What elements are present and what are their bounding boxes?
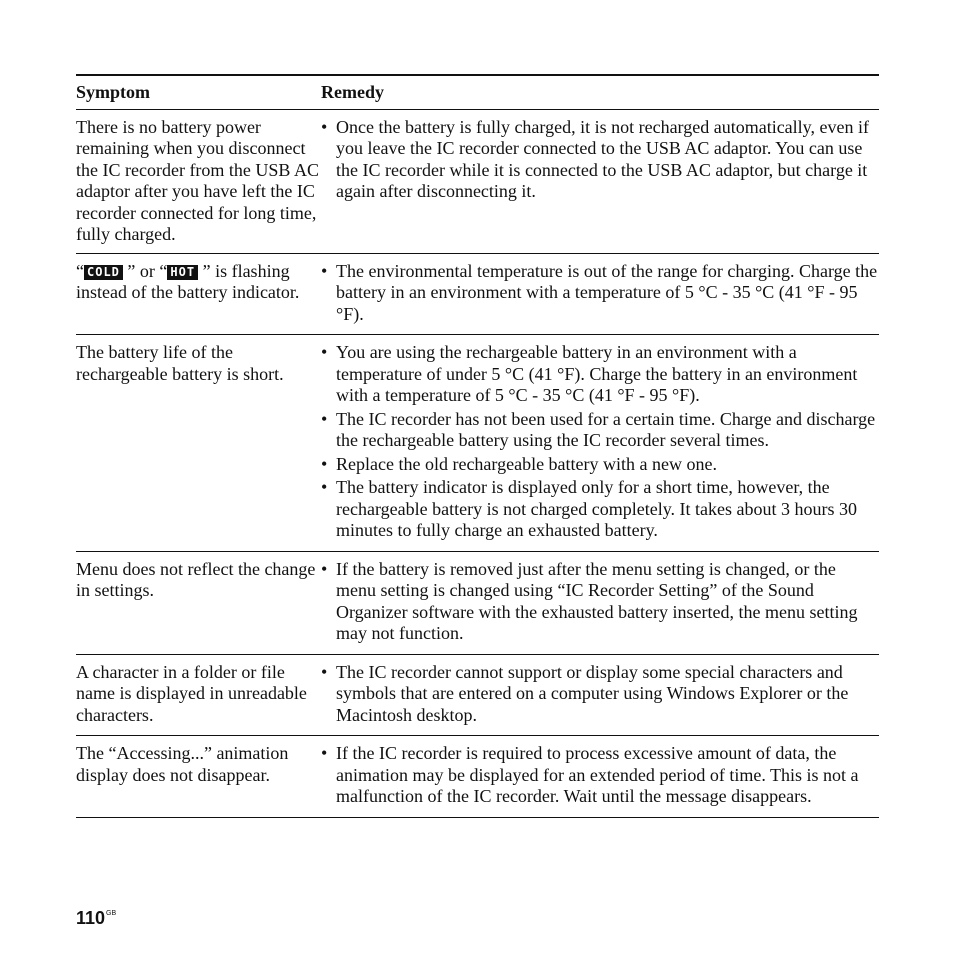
- table-row: [76, 736, 879, 818]
- table-row: [76, 655, 879, 737]
- remedy-item: • If the IC recorder is required to process excessive amount of data, the animation may be displayed for an extended period of time. This is not a malfunction of the IC recorder. Wait until the message disappears.: [321, 743, 879, 808]
- table-header-row: [76, 76, 879, 110]
- remedy-cell: [321, 342, 879, 544]
- symptom-cell: The “Accessing...” animation display does not disappear.: [76, 743, 289, 785]
- remedy-cell: [321, 662, 879, 729]
- remedy-item: • The IC recorder cannot support or display some special characters and symbols that are entered on a computer using Windows Explorer or the Macintosh desktop.: [321, 662, 879, 727]
- remedy-list: [321, 559, 879, 645]
- remedy-item: • Once the battery is fully charged, it is not recharged automatically, even if you leave the IC recorder connected to the USB AC adaptor. You can use the IC recorder while it is connected to the USB AC adaptor, but charge it again after disconnecting it.: [321, 117, 879, 203]
- remedy-cell: [321, 261, 879, 328]
- remedy-list: [321, 117, 879, 203]
- symptom-column-header: Symptom: [76, 82, 151, 102]
- remedy-list: [321, 662, 879, 727]
- symptom-cell: The battery life of the rechargeable battery is short.: [76, 342, 284, 384]
- table-row: [76, 552, 879, 655]
- symptom-cell: Menu does not reflect the change in settings.: [76, 558, 316, 600]
- table-row: [76, 110, 879, 254]
- remedy-column-header: Remedy: [321, 82, 384, 102]
- remedy-item: • The IC recorder has not been used for a certain time. Charge and discharge the rechargeable battery using the IC recorder several times.: [321, 409, 879, 452]
- remedy-item: • If the battery is removed just after the menu setting is changed, or the menu setting is changed using “IC Recorder Setting” of the Sound Organizer software with the exhausted battery inserted, the menu setting may not function.: [321, 559, 879, 645]
- hot-display-icon: HOT: [167, 265, 198, 280]
- page-number: [76, 908, 116, 929]
- remedy-list: [321, 743, 879, 808]
- remedy-cell: [321, 117, 879, 246]
- symptom-cell: There is no battery power remaining when you disconnect the IC recorder from the USB AC adaptor after you have left the IC recorder connected for long time, fully charged.: [76, 116, 319, 244]
- remedy-list: [321, 342, 879, 542]
- remedy-item: • Replace the old rechargeable battery with a new one.: [321, 454, 879, 476]
- page-number-value: 110: [76, 908, 106, 928]
- symptom-cell: A character in a folder or file name is displayed in unreadable characters.: [76, 661, 307, 725]
- table-row: [76, 254, 879, 336]
- page-number-suffix: GB: [106, 910, 117, 917]
- remedy-list: [321, 261, 879, 326]
- remedy-item: • The battery indicator is displayed only for a short time, however, the rechargeable battery is not charged completely. It takes about 3 hours 30 minutes to fully charge an exhausted battery.: [321, 477, 879, 542]
- table-row: [76, 335, 879, 552]
- symptom-cell: [76, 261, 321, 328]
- remedy-cell: [321, 743, 879, 810]
- cold-display-icon: COLD: [84, 265, 123, 280]
- remedy-item: • The environmental temperature is out of the range for charging. Charge the battery in an environment with a temperature of 5 °C - 35 °C (41 °F - 95 °F).: [321, 261, 879, 326]
- symptom-text-close: ” is flashing instead of the battery indicator.: [76, 260, 300, 302]
- troubleshooting-table: [76, 74, 879, 818]
- remedy-item: • You are using the rechargeable battery in an environment with a temperature of under 5 °C (41 °F). Charge the battery in an environment with a temperature of 5 °C - 35 °C (41 °F - 95 °F).: [321, 342, 879, 407]
- symptom-text-open: “: [76, 260, 84, 281]
- remedy-cell: [321, 559, 879, 647]
- symptom-text-mid: ” or “: [122, 260, 168, 281]
